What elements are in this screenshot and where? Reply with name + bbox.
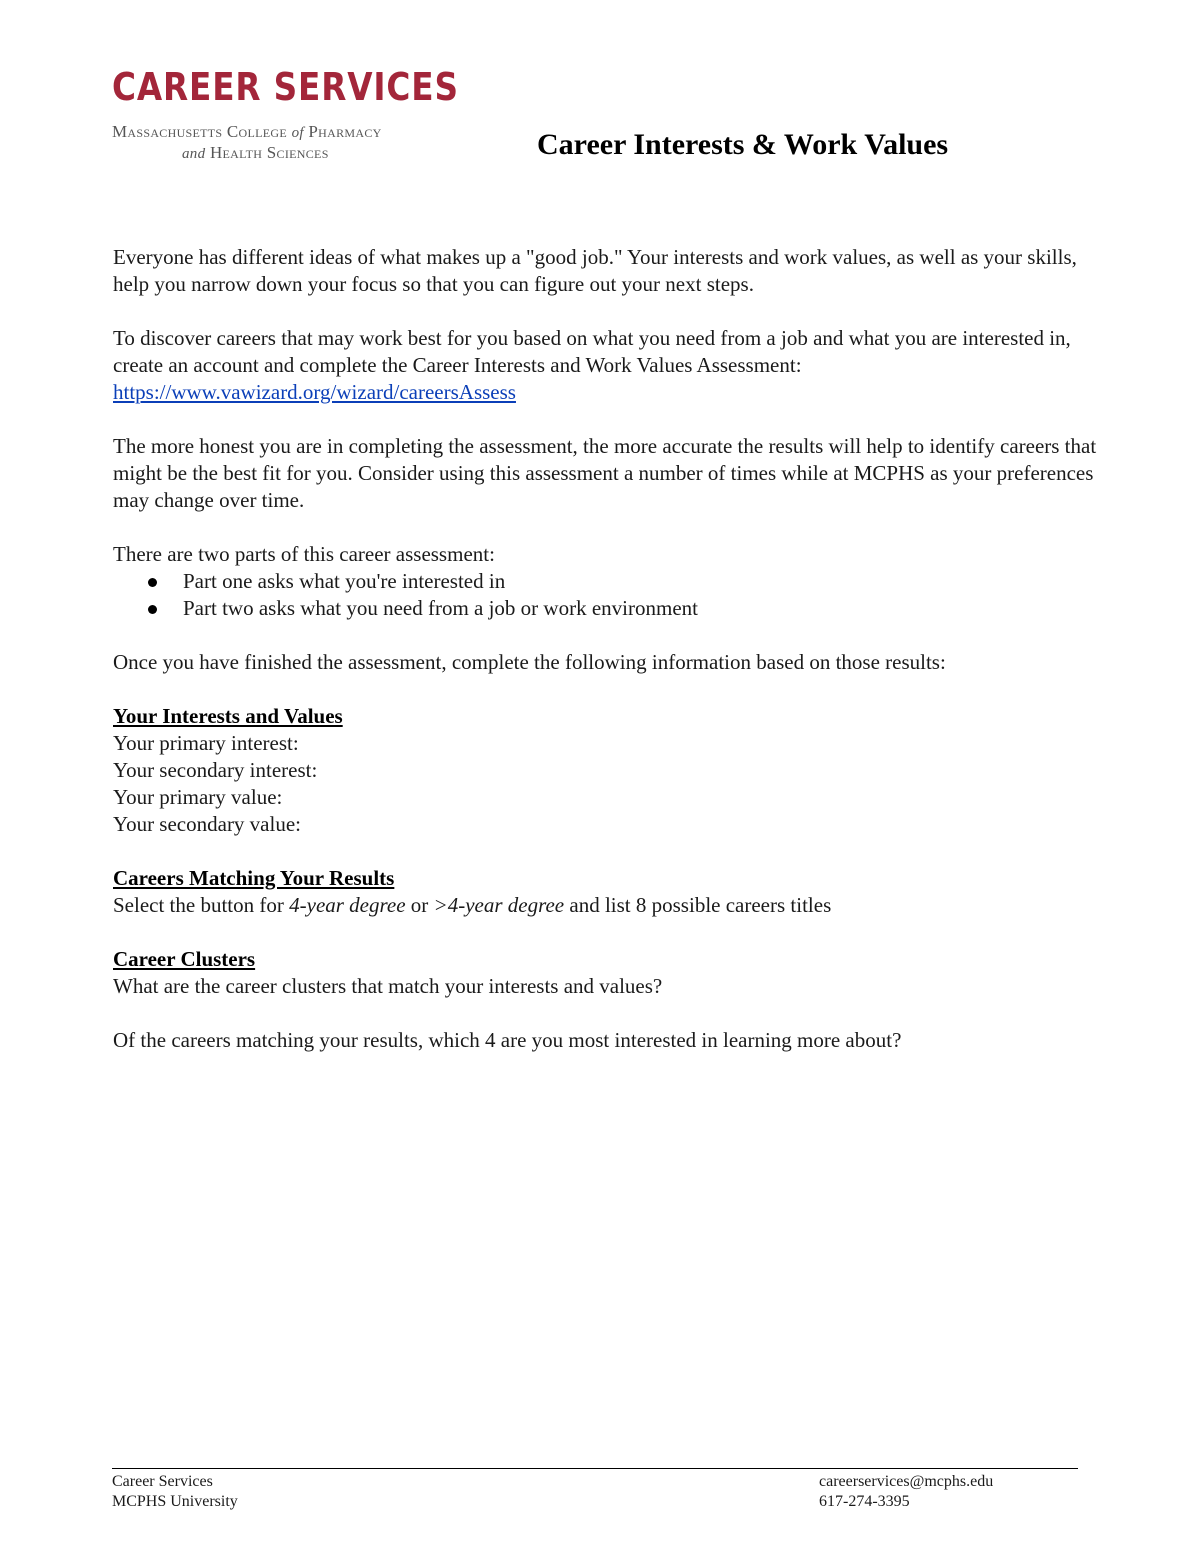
instructions-paragraph: Once you have finished the assessment, complete the following information based on those results: [113, 650, 946, 674]
degree-option-over-4-year: >4-year degree [433, 893, 565, 917]
careers-text: and list 8 possible careers titles [564, 893, 832, 917]
clusters-section [113, 946, 1098, 1000]
parts-list [113, 568, 1098, 622]
careers-section [113, 865, 1098, 919]
logo-title: CAREER SERVICES [112, 65, 459, 109]
honesty-paragraph: The more honest you are in completing the assessment, the more accurate the results will help to identify careers that might be the best fit for you. Consider using this assessment a number of times while at MCPHS as your preferences may change over time. [113, 434, 1097, 512]
logo-subtitle-of: of [291, 125, 304, 141]
logo-subtitle-and: and [182, 146, 206, 162]
interests-section [113, 703, 1098, 838]
document-title: Career Interests & Work Values [537, 128, 949, 161]
clusters-question: What are the career clusters that match your interests and values? [113, 974, 663, 998]
logo-subtitle-line1 [112, 122, 432, 143]
assessment-text: To discover careers that may work best for you based on what you need from a job and what you are interested in, create an account and complete the Career Interests and Work Values Assessment: [113, 326, 1071, 377]
secondary-value-label: Your secondary value: [113, 812, 301, 836]
clusters-heading: Career Clusters [113, 947, 256, 971]
document-body [113, 244, 1098, 1081]
list-item [113, 568, 1098, 595]
secondary-interest-label: Your secondary interest: [113, 758, 318, 782]
page-footer [112, 1468, 1078, 1510]
footer-right [819, 1472, 993, 1512]
bullet-icon [148, 578, 157, 587]
list-item [113, 595, 1098, 622]
logo-subtitle-text: Health Sciences [205, 143, 329, 162]
footer-left [112, 1472, 238, 1512]
list-item-text: Part one asks what you're interested in [183, 569, 506, 593]
primary-interest-label: Your primary interest: [113, 731, 299, 755]
footer-university: MCPHS University [112, 1493, 238, 1510]
assessment-link[interactable]: https://www.vawizard.org/wizard/careersAssess [113, 380, 516, 404]
logo-subtitle-text: Massachusetts College [112, 122, 292, 141]
logo-subtitle-line2 [112, 143, 432, 164]
careers-heading: Careers Matching Your Results [113, 866, 395, 890]
career-services-logo [112, 64, 459, 164]
interests-heading: Your Interests and Values [113, 704, 343, 728]
degree-option-4-year: 4-year degree [289, 893, 406, 917]
final-question: Of the careers matching your results, which 4 are you most interested in learning more about? [113, 1028, 902, 1052]
logo-subtitle-text: Pharmacy [303, 122, 382, 141]
careers-text: Select the button for [113, 893, 290, 917]
careers-text: or [405, 893, 434, 917]
parts-intro: There are two parts of this career assessment: [113, 542, 495, 566]
careers-instructions [113, 892, 1098, 919]
assessment-paragraph [113, 325, 1098, 406]
footer-org-name: Career Services [112, 1473, 213, 1490]
footer-email: careerservices@mcphs.edu [819, 1473, 994, 1490]
intro-paragraph: Everyone has different ideas of what makes up a "good job." Your interests and work values, as well as your skills, help you narrow down your focus so that you can figure out your next steps. [113, 245, 1077, 296]
primary-value-label: Your primary value: [113, 785, 283, 809]
parts-block [113, 541, 1098, 622]
footer-phone: 617-274-3395 [819, 1493, 910, 1510]
bullet-icon [148, 605, 157, 614]
list-item-text: Part two asks what you need from a job or work environment [183, 596, 698, 620]
